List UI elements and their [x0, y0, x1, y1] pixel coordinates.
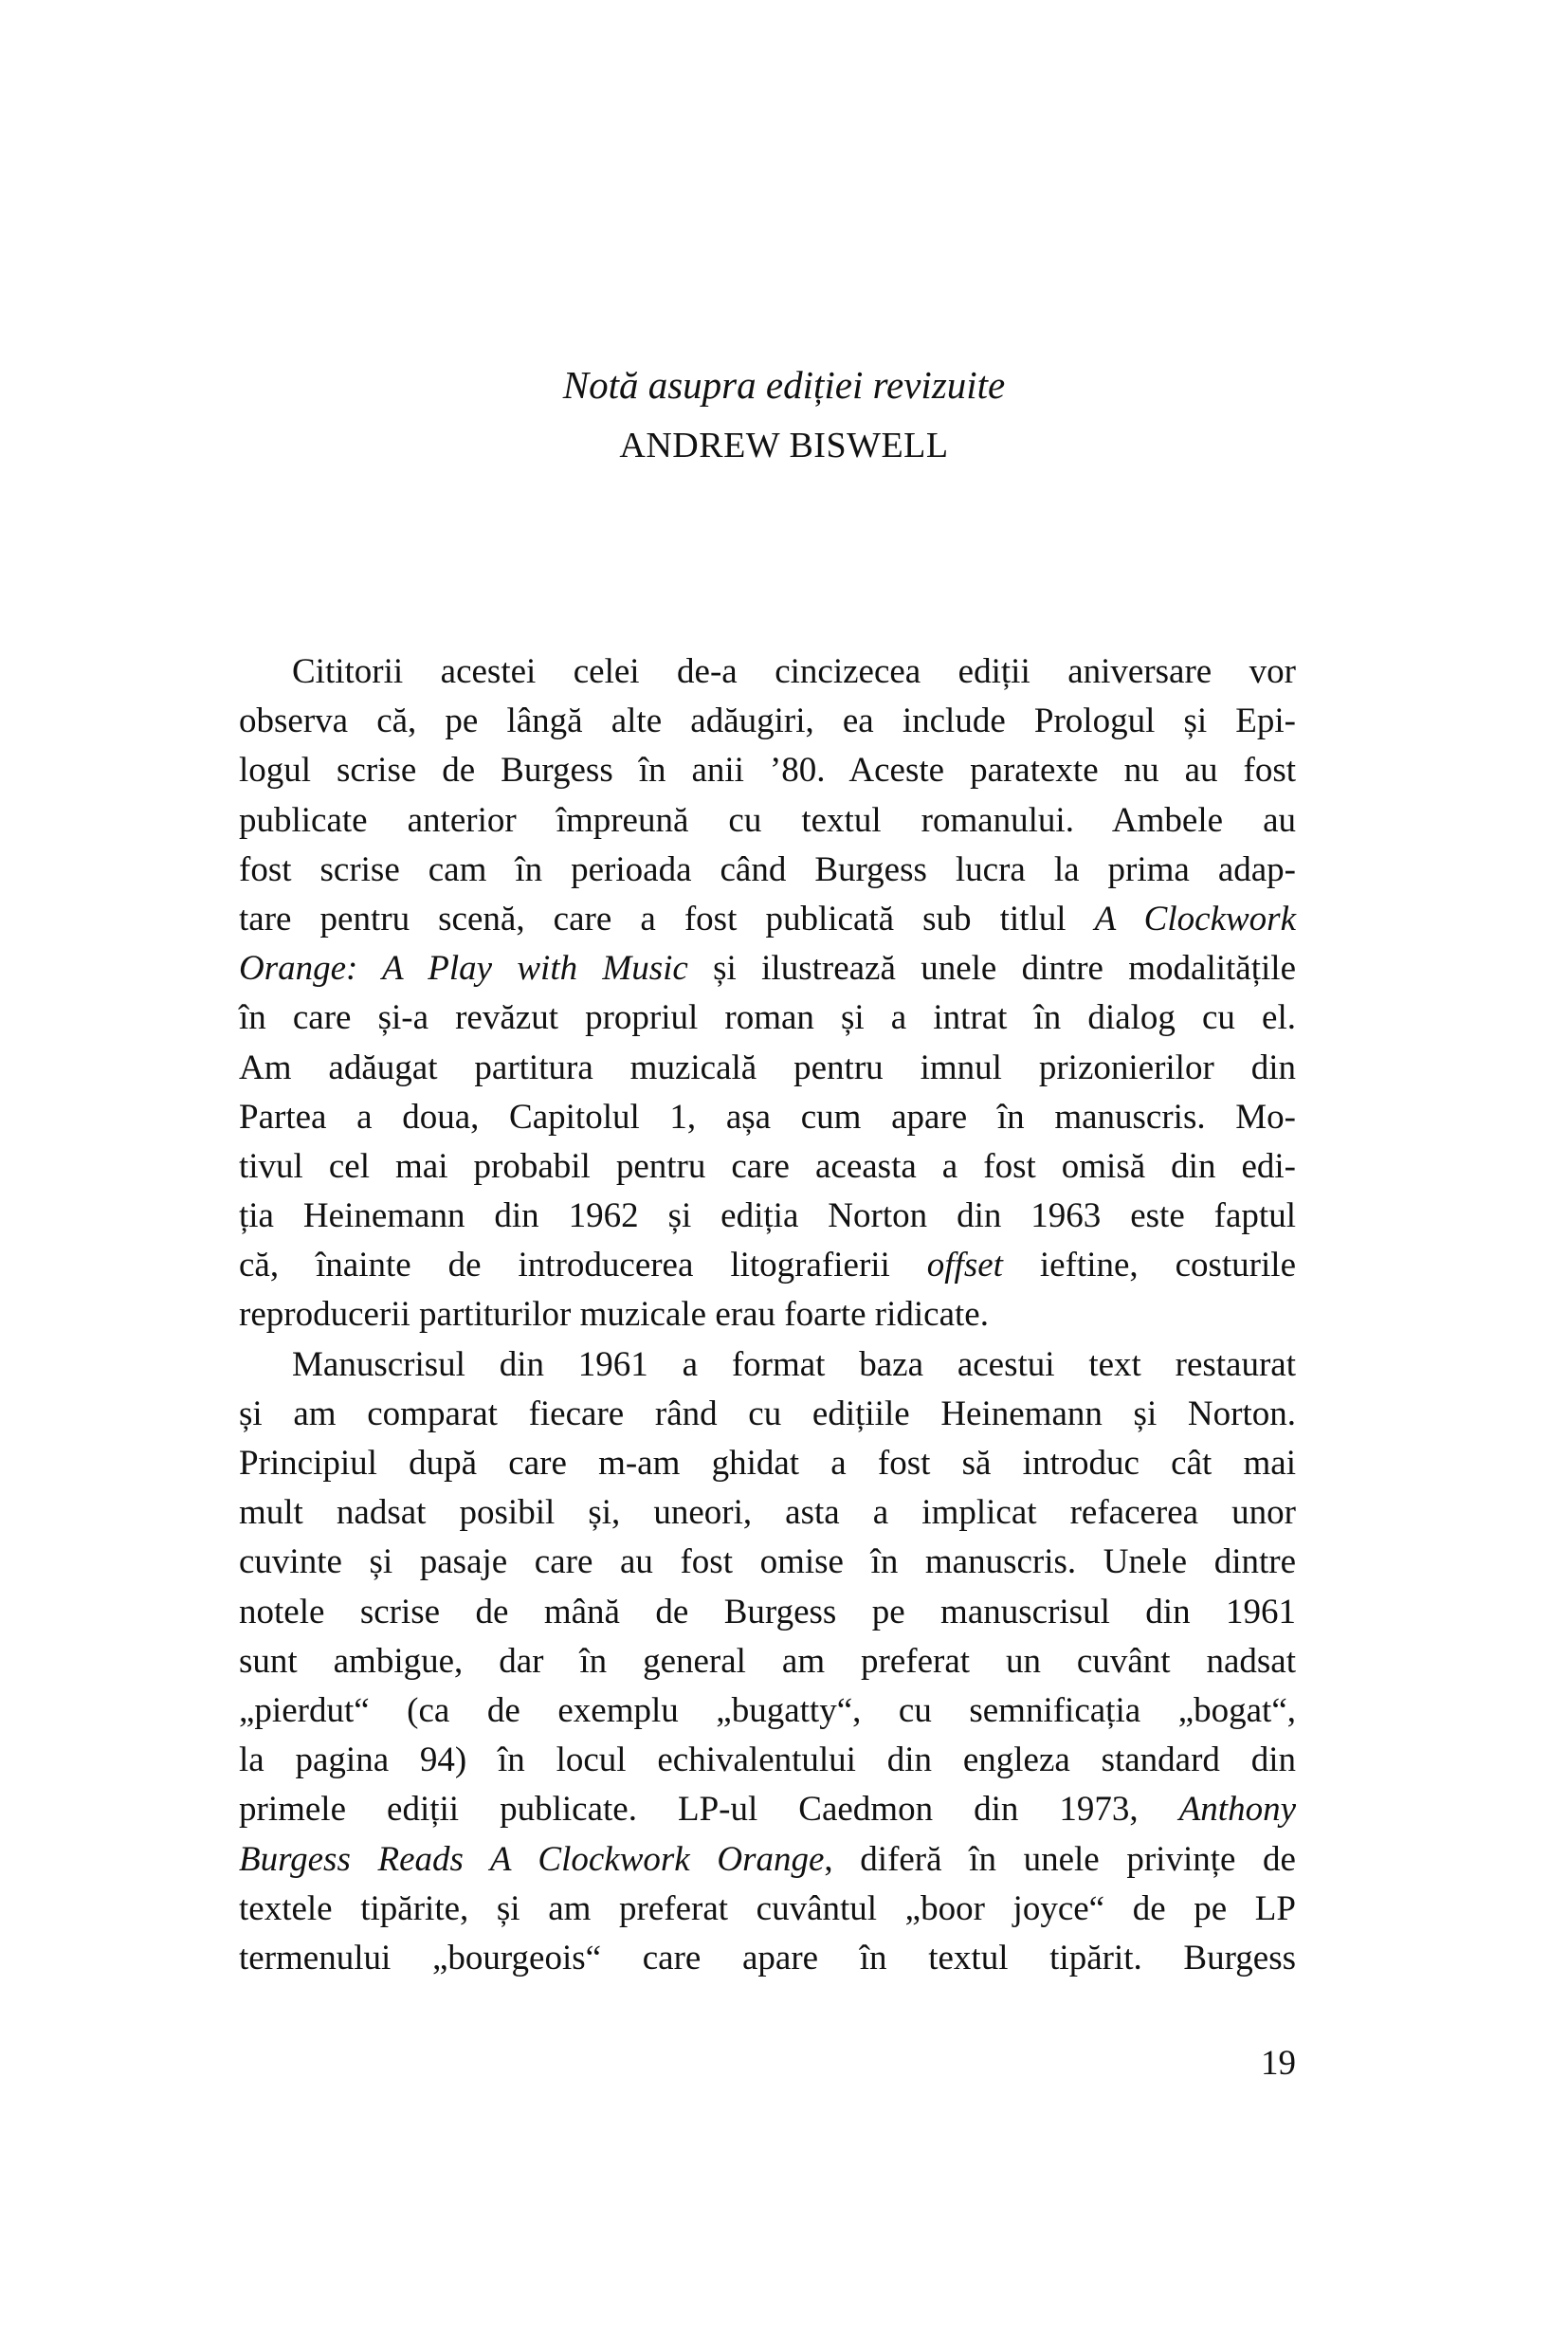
text-line: [239, 1142, 1296, 1192]
text-line: [239, 1241, 1296, 1290]
text-segment: tare pentru scenă, care a fost publicată sub titlul: [239, 899, 1095, 939]
text-line: [239, 746, 1296, 795]
text-line: [239, 1835, 1296, 1885]
page-number: 19: [1261, 2044, 1296, 2083]
author-name: ANDREW BISWELL: [619, 426, 949, 465]
text-line: [239, 1588, 1296, 1637]
italic-text: offset: [926, 1246, 1003, 1285]
text-line: [239, 1390, 1296, 1439]
text-segment: publicate anterior împreună cu textul romanului. Ambele au: [239, 800, 1296, 840]
text-line: [239, 1686, 1296, 1736]
text-segment: Principiul după care m-am ghidat a fost să introduc cât mai: [239, 1444, 1296, 1483]
text-segment: că, înainte de introducerea litografierii: [239, 1246, 927, 1285]
text-segment: la pagina 94) în locul echivalentului din engleza standard din: [239, 1740, 1296, 1780]
text-line: [239, 1538, 1296, 1587]
text-segment: Am adăugat partitura muzicală pentru imnul prizonierilor din: [239, 1048, 1296, 1087]
text-line: [239, 1439, 1296, 1488]
text-segment: reproducerii partiturilor muzicale erau foarte ridicate.: [239, 1295, 989, 1335]
text-line: [239, 1637, 1296, 1686]
text-line: [239, 993, 1296, 1043]
text-line: [239, 846, 1296, 895]
text-line: [239, 895, 1296, 944]
text-segment: notele scrise de mână de Burgess pe manuscrisul din 1961: [239, 1592, 1296, 1631]
text-line: [239, 1488, 1296, 1538]
text-segment: Cititorii acestei celei de-a cincizecea ediții aniversare vor: [292, 652, 1296, 691]
text-line: [239, 1885, 1296, 1934]
text-line: [239, 1192, 1296, 1241]
text-segment: și am comparat fiecare rând cu edițiile Heinemann și Norton.: [239, 1394, 1296, 1433]
text-segment: în care și-a revăzut propriul roman și a intrat în dialog cu el.: [239, 998, 1296, 1038]
text-segment: Manuscrisul din 1961 a format baza acestui text restaurat: [292, 1344, 1296, 1384]
text-segment: ția Heinemann din 1962 și ediția Norton din 1963 este faptul: [239, 1196, 1296, 1236]
italic-text: Anthony: [1178, 1790, 1296, 1830]
text-line: [239, 1340, 1296, 1390]
text-line: [239, 1934, 1296, 1983]
text-line: [239, 796, 1296, 846]
text-segment: mult nadsat posibil și, uneori, asta a implicat refacerea unor: [239, 1493, 1296, 1533]
italic-text: Orange: A Play with Music: [239, 949, 688, 989]
text-line: [239, 1785, 1296, 1834]
text-segment: logul scrise de Burgess în anii ’80. Aceste paratexte nu au fost: [239, 751, 1296, 791]
text-segment: și ilustrează unele dintre modalitățile: [687, 949, 1296, 989]
text-line: [239, 1736, 1296, 1785]
text-line: [239, 697, 1296, 746]
text-segment: sunt ambigue, dar în general am preferat un cuvânt nadsat: [239, 1641, 1296, 1681]
section-title: Notă asupra ediției revizuite: [562, 363, 1006, 407]
text-segment: tivul cel mai probabil pentru care aceasta a fost omisă din edi-: [239, 1146, 1296, 1186]
text-segment: Partea a doua, Capitolul 1, așa cum apare în manuscris. Mo-: [239, 1097, 1296, 1137]
text-line: [239, 647, 1296, 697]
text-line: [239, 944, 1296, 993]
paragraph: [239, 1340, 1296, 1983]
text-segment: , diferă în unele privințe de: [824, 1839, 1296, 1879]
text-line: [239, 1093, 1296, 1142]
text-segment: textele tipărite, și am preferat cuvântul „boor joyce“ de pe LP: [239, 1888, 1296, 1928]
text-segment: termenului „bourgeois“ care apare în textul tipărit. Burgess: [239, 1938, 1296, 1977]
text-line: [239, 1044, 1296, 1093]
paragraph: [239, 647, 1296, 1340]
body-text: [239, 647, 1296, 1983]
text-segment: fost scrise cam în perioada când Burgess lucra la prima adap-: [239, 849, 1296, 889]
text-segment: „pierdut“ (ca de exemplu „bugatty“, cu semnificația „bogat“,: [239, 1690, 1296, 1730]
text-segment: observa că, pe lângă alte adăugiri, ea include Prologul și Epi-: [239, 702, 1296, 741]
italic-text: Burgess Reads A Clockwork Orange: [239, 1839, 825, 1879]
text-segment: cuvinte și pasaje care au fost omise în manuscris. Unele dintre: [239, 1542, 1296, 1582]
text-segment: ieftine, costurile: [1002, 1246, 1296, 1285]
text-line: [239, 1290, 1296, 1340]
italic-text: A Clockwork: [1094, 899, 1296, 939]
text-segment: primele ediții publicate. LP-ul Caedmon din 1973,: [239, 1790, 1179, 1830]
